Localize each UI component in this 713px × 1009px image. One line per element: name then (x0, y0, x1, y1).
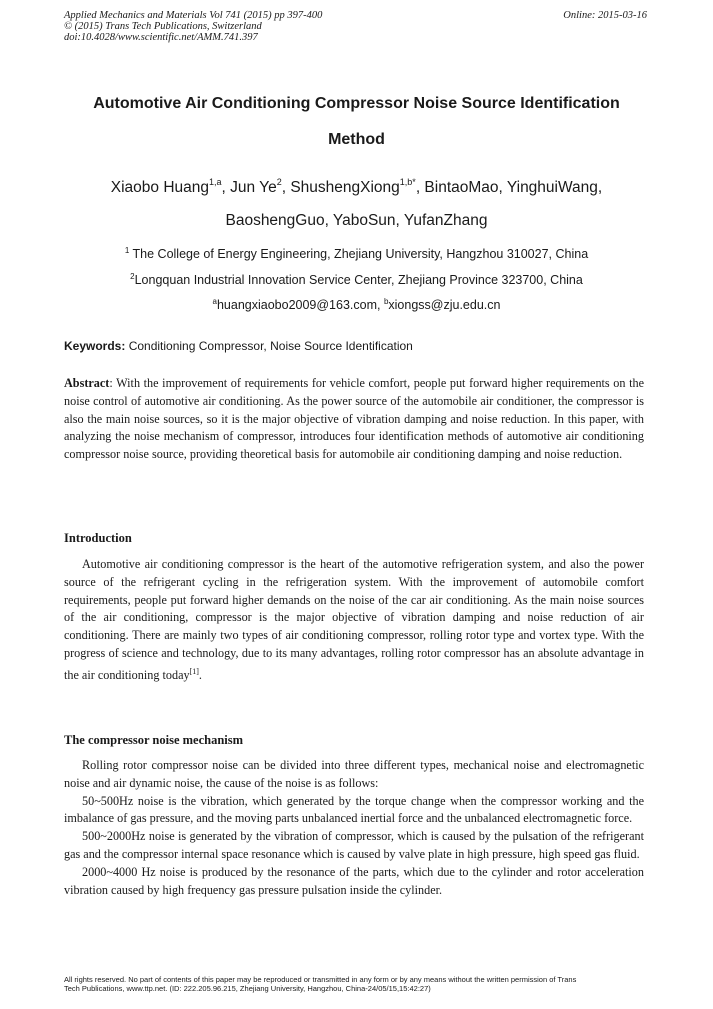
author-affil-mark: 1,b* (399, 177, 416, 187)
authors-line-1 (40, 166, 673, 204)
footer-line-2: Tech Publications, www.ttp.net. (ID: 222.205.96.215, Zhejiang University, Hangzhou, China-24/05/15,15:42:27) (64, 984, 431, 993)
journal-citation: Applied Mechanics and Materials Vol 741 (2015) pp 397-400 (64, 10, 323, 21)
paper-title (40, 86, 673, 158)
rights-footer (64, 975, 654, 993)
abstract-label: Abstract (64, 376, 110, 390)
mechanism-paragraph-2: 50~500Hz noise is the vibration, which generated by the torque change when the compressor working and the imbalance of gas pressure, and the moving parts unbalanced inertial force and the unbalanced electromagnetic force. (64, 793, 644, 826)
authors-line-2: BaoshengGuo, YaboSun, YufanZhang (225, 212, 488, 229)
author-name: , Jun Ye (221, 179, 277, 196)
doi-line: doi:10.4028/www.scientific.net/AMM.741.397 (64, 32, 258, 43)
email-a: huangxiaobo2009@163.com, (216, 298, 384, 312)
email-b: xiongss@zju.edu.cn (388, 298, 501, 312)
author-affil-mark: 1,a (209, 177, 222, 187)
mechanism-paragraph-4: 2000~4000 Hz noise is produced by the resonance of the parts, which due to the cylinder and rotor acceleration vibration caused by high frequency gas pressure pulsation inside the cylinder. (64, 864, 644, 897)
footer-line-1: All rights reserved. No part of contents of this paper may be reproduced or transmitted in any form or by any means without the written permission of Trans (64, 975, 577, 984)
affil-mark: 2 (130, 272, 135, 281)
section-heading-mechanism: The compressor noise mechanism (64, 733, 244, 747)
keywords-label: Keywords: (64, 339, 126, 353)
author-list (40, 166, 673, 237)
author-affil-mark: 2 (276, 177, 282, 187)
intro-text: Automotive air conditioning compressor is the heart of the automotive refrigeration system, and also the power source of the refrigerant cycling in the refrigeration system. With the improvement of automobile comfort requirements, people put forward higher demands on the noise of the car air conditioning. As the main noise sources of the air conditioning, compressor is the major objective of vibration damping and noise reduction of air conditioning. There are mainly two types of air conditioning compressor, rolling rotor type and vortex type. With the progress of science and technology, due to its many advantages, rolling rotor compressor has an absolute advantage in the air conditioning today (64, 557, 644, 682)
affil-text: The College of Energy Engineering, Zhejiang University, Hangzhou 310027, China (129, 247, 589, 261)
affil-text: Longquan Industrial Innovation Service Center, Zhejiang Province 323700, China (134, 273, 583, 287)
keywords-text: Conditioning Compressor, Noise Source Identification (125, 339, 413, 353)
citation-ref: [1] (189, 666, 199, 676)
affiliation-2 (30, 272, 683, 287)
copyright-line: © (2015) Trans Tech Publications, Switzerland (64, 21, 262, 32)
email-mark: a (212, 297, 217, 306)
intro-end: . (198, 667, 202, 682)
email-mark: b (383, 297, 389, 306)
title-line-1: Automotive Air Conditioning Compressor Noise Source Identification (93, 95, 620, 112)
author-names-rest: , BintaoMao, YinghuiWang, (415, 179, 603, 196)
introduction-paragraph (64, 556, 644, 685)
title-line-2: Method (328, 131, 385, 148)
keywords (64, 339, 653, 353)
abstract-text: : With the improvement of requirements for vehicle comfort, people put forward higher requirements on the noise control of automotive air conditioning. As the power source of the automobile air conditioner, the compressor is also the main noise sources, so it is the major objective of vibration damping and noise reduction. In this paper, with analyzing the noise mechanism of compressor, introduces four identification methods of automotive air conditioning compressor noise source, providing theoretical basis for automobile air conditioning damping and noise reduction. (64, 376, 644, 462)
affiliation-1 (30, 246, 683, 261)
abstract (64, 375, 644, 464)
mechanism-section (64, 757, 644, 899)
email-line (30, 297, 683, 312)
affil-mark: 1 (124, 246, 130, 255)
mechanism-paragraph-1: Rolling rotor compressor noise can be divided into three different types, mechanical noise and electromagnetic noise and air dynamic noise, the cause of the noise is as follows: (64, 758, 644, 790)
online-date: Online: 2015-03-16 (563, 10, 647, 21)
author-name: Xiaobo Huang (110, 179, 210, 196)
journal-header (64, 10, 647, 43)
section-heading-introduction: Introduction (64, 531, 132, 545)
author-name: , ShushengXiong (281, 179, 400, 196)
mechanism-paragraph-3: 500~2000Hz noise is generated by the vibration of compressor, which is caused by the pulsation of the refrigerant gas and the compressor internal space resonance which is caused by valve plate in high pressure, high speed gas fluid. (64, 829, 644, 861)
